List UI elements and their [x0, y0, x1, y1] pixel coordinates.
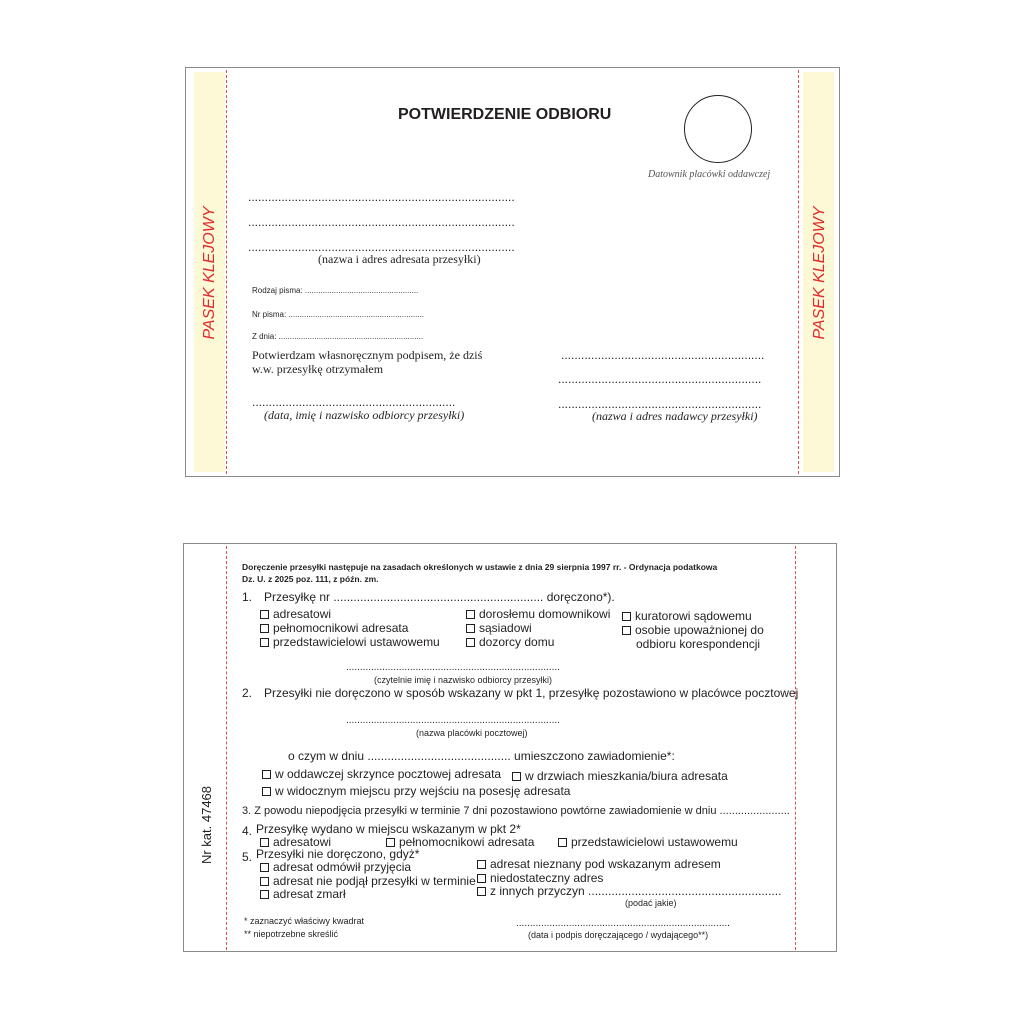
- addressee-line-3: ................................................................................: [248, 240, 515, 254]
- checkbox-neighbour[interactable]: sąsiadowi: [466, 621, 532, 635]
- left-perforation-line: [226, 70, 227, 474]
- sender-caption: (nazwa i adres nadawcy przesyłki): [592, 409, 758, 423]
- checkbox-mailbox[interactable]: w oddawczej skrzynce pocztowej adresata: [262, 767, 501, 781]
- checkbox-authorized-person[interactable]: osobie upoważnionej do: [622, 623, 764, 637]
- recipient-signature-line: .............................................................: [252, 395, 456, 409]
- page-title: POTWIERDZENIE ODBIORU: [398, 106, 612, 123]
- legal-basis-line-1: Doręczenie przesyłki następuje na zasadach określonych w ustawie z dnia 29 sierpnia 1997 rr. - Ordynacja podatkowa: [242, 562, 718, 572]
- confirmation-text-line-1: Potwierdzam własnoręcznym podpisem, że dziś: [252, 348, 483, 362]
- other-reasons-caption: (podać jakie): [625, 898, 677, 908]
- checkbox-property-entrance[interactable]: w widocznym miejscu przy wejściu na posesję adresata: [262, 784, 570, 798]
- checkbox-caretaker[interactable]: dozorcy domu: [466, 635, 554, 649]
- left-strip-label: PASEK KLEJOWY: [201, 206, 218, 340]
- section-3-text: 3. Z powodu niepodjęcia przesyłki w terminie 7 dni pozostawiono powtórne zawiadomienie w dniu .......................: [242, 805, 790, 817]
- recipient-signature-caption: (data, imię i nazwisko odbiorcy przesyłki): [264, 408, 465, 422]
- recipient-name-line: .............................................................................: [346, 662, 560, 673]
- section-5-text: Przesyłki nie doręczono, gdyż*: [256, 847, 420, 861]
- catalog-number: Nr kat. 47468: [199, 785, 214, 865]
- section-4-number: 4.: [242, 824, 253, 838]
- section-2-text: Przesyłki nie doręczono w sposób wskazany w pkt 1, przesyłkę pozostawiono w placówce pocztowej: [264, 686, 799, 700]
- checkbox-insufficient-address[interactable]: niedostateczny adres: [477, 871, 603, 885]
- authorized-person-continuation: odbioru korespondencji: [636, 637, 761, 651]
- checkbox-proxy[interactable]: pełnomocnikowi adresata: [260, 621, 408, 635]
- bottom-card: [183, 543, 837, 952]
- checkbox-unknown-at-address[interactable]: adresat nieznany pod wskazanym adresem: [477, 857, 721, 871]
- left-perforation-line: [226, 546, 227, 950]
- section-2-number: 2.: [242, 686, 253, 700]
- addressee-line-2: ................................................................................: [248, 215, 515, 229]
- section-1-text: Przesyłkę nr ............................................................... doręczono*).: [264, 590, 615, 604]
- right-perforation-line: [798, 70, 799, 474]
- postmark-circle: [684, 95, 752, 163]
- letter-date-field: Z dnia: .................................................................: [252, 332, 424, 341]
- courier-signature-line: .............................................................................: [516, 918, 730, 929]
- legal-basis-line-2: Dz. U. z 2025 poz. 111, z późn. zm.: [242, 574, 379, 584]
- checkbox-court-officer[interactable]: kuratorowi sądowemu: [622, 609, 752, 623]
- letter-type-field: Rodzaj pisma: ...................................................: [252, 286, 419, 295]
- postmark-caption: Datownik placówki oddawczej: [648, 169, 771, 180]
- addressee-caption: (nazwa i adres adresata przesyłki): [318, 252, 481, 266]
- checkbox-handed-legal-representative[interactable]: przedstawicielowi ustawowemu: [558, 835, 738, 849]
- checkbox-door[interactable]: w drzwiach mieszkania/biura adresata: [512, 769, 728, 783]
- footnote-2: ** niepotrzebne skreślić: [244, 929, 339, 939]
- section-4-text: Przesyłkę wydano w miejscu wskazanym w pkt 2*: [256, 822, 521, 836]
- right-strip-label: PASEK KLEJOWY: [811, 206, 828, 340]
- top-card: [185, 67, 840, 477]
- checkbox-deceased[interactable]: adresat zmarł: [260, 887, 346, 901]
- checkbox-not-collected[interactable]: adresat nie podjął przesyłki w terminie: [260, 874, 476, 888]
- recipient-name-caption: (czytelnie imię i nazwisko odbiorcy przesyłki): [374, 675, 553, 685]
- checkbox-refused[interactable]: adresat odmówił przyjęcia: [260, 860, 411, 874]
- checkbox-adult-household-member[interactable]: dorosłemu domownikowi: [466, 607, 610, 621]
- right-perforation-line: [795, 546, 796, 950]
- post-office-name-caption: (nazwa placówki pocztowej): [416, 728, 528, 738]
- checkbox-legal-representative[interactable]: przedstawicielowi ustawowemu: [260, 635, 440, 649]
- sender-line-1: .............................................................: [561, 348, 765, 362]
- courier-signature-caption: (data i podpis doręczającego / wydającego**): [528, 930, 709, 940]
- letter-number-field: Nr pisma: .............................................................: [252, 310, 425, 319]
- checkbox-handed-proxy[interactable]: pełnomocnikowi adresata: [386, 835, 534, 849]
- sender-line-3: .............................................................: [558, 397, 762, 411]
- checkbox-addressee[interactable]: adresatowi: [260, 607, 331, 621]
- sender-line-2: .............................................................: [558, 372, 762, 386]
- checkbox-handed-addressee[interactable]: adresatowi: [260, 835, 331, 849]
- notice-date-text: o czym w dniu ........................................... umieszczono zawiadomienie*:: [288, 749, 675, 763]
- confirmation-text-line-2: w.w. przesyłkę otrzymałem: [252, 362, 384, 376]
- post-office-name-line: .............................................................................: [346, 715, 560, 726]
- checkbox-other-reasons[interactable]: z innych przyczyn ..........................................................: [477, 884, 781, 898]
- footnote-1: * zaznaczyć właściwy kwadrat: [244, 916, 365, 926]
- section-5-number: 5.: [242, 850, 253, 864]
- addressee-line-1: ................................................................................: [248, 190, 515, 204]
- section-1-number: 1.: [242, 590, 253, 604]
